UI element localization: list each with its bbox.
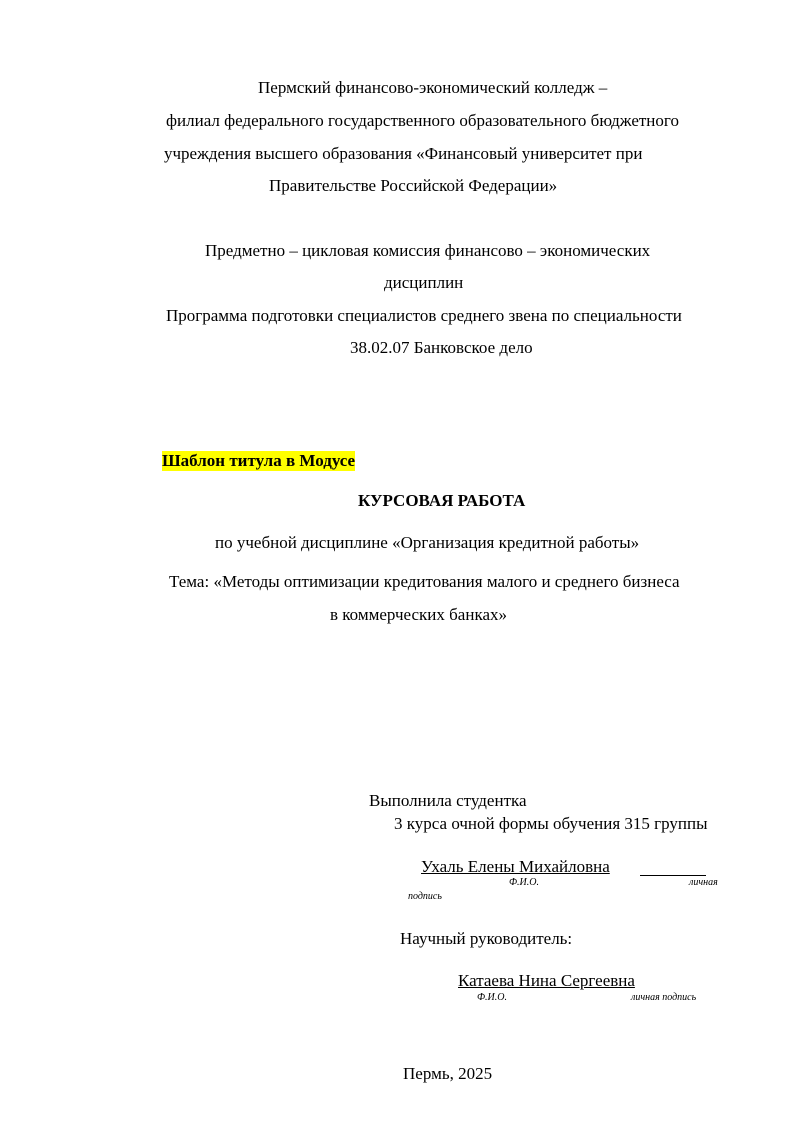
supervisor-signature-caption: личная подпись <box>631 992 697 1003</box>
supervisor-label: Научный руководитель: <box>400 929 573 948</box>
supervisor-name: Катаева Нина Сергеевна <box>458 971 635 990</box>
work-title: КУРСОВАЯ РАБОТА <box>358 491 526 510</box>
supervisor-fio-caption: Ф.И.О. <box>477 992 507 1003</box>
student-done-by: Выполнила студентка <box>369 791 527 810</box>
header-line-3: учреждения высшего образования «Финансовый университет при <box>164 144 643 163</box>
header-line-2: филиал федерального государственного образовательного бюджетного <box>166 111 679 130</box>
work-discipline: по учебной дисциплине «Организация кредитной работы» <box>215 533 640 552</box>
program-line-1: Программа подготовки специалистов среднего звена по специальности <box>166 306 682 325</box>
header-line-1: Пермский финансово-экономический колледж – <box>258 78 608 97</box>
student-signature-caption-2: подпись <box>408 891 442 902</box>
commission-line-2: дисциплин <box>384 273 464 292</box>
program-line-2: 38.02.07 Банковское дело <box>350 338 533 357</box>
student-fio-caption: Ф.И.О. <box>509 877 539 888</box>
student-name: Ухаль Елены Михайловна <box>421 857 610 876</box>
template-note: Шаблон титула в Модусе <box>162 451 356 470</box>
student-signature-line <box>640 875 706 876</box>
work-topic-line-1: Тема: «Методы оптимизации кредитования малого и среднего бизнеса <box>169 572 680 591</box>
commission-line-1: Предметно – цикловая комиссия финансово – экономических <box>205 241 651 260</box>
city-year: Пермь, 2025 <box>403 1064 493 1083</box>
work-topic-line-2: в коммерческих банках» <box>330 605 507 624</box>
student-signature-caption-1: личная <box>689 877 718 888</box>
student-course: 3 курса очной формы обучения 315 группы <box>394 814 708 833</box>
header-line-4: Правительстве Российской Федерации» <box>269 176 558 195</box>
